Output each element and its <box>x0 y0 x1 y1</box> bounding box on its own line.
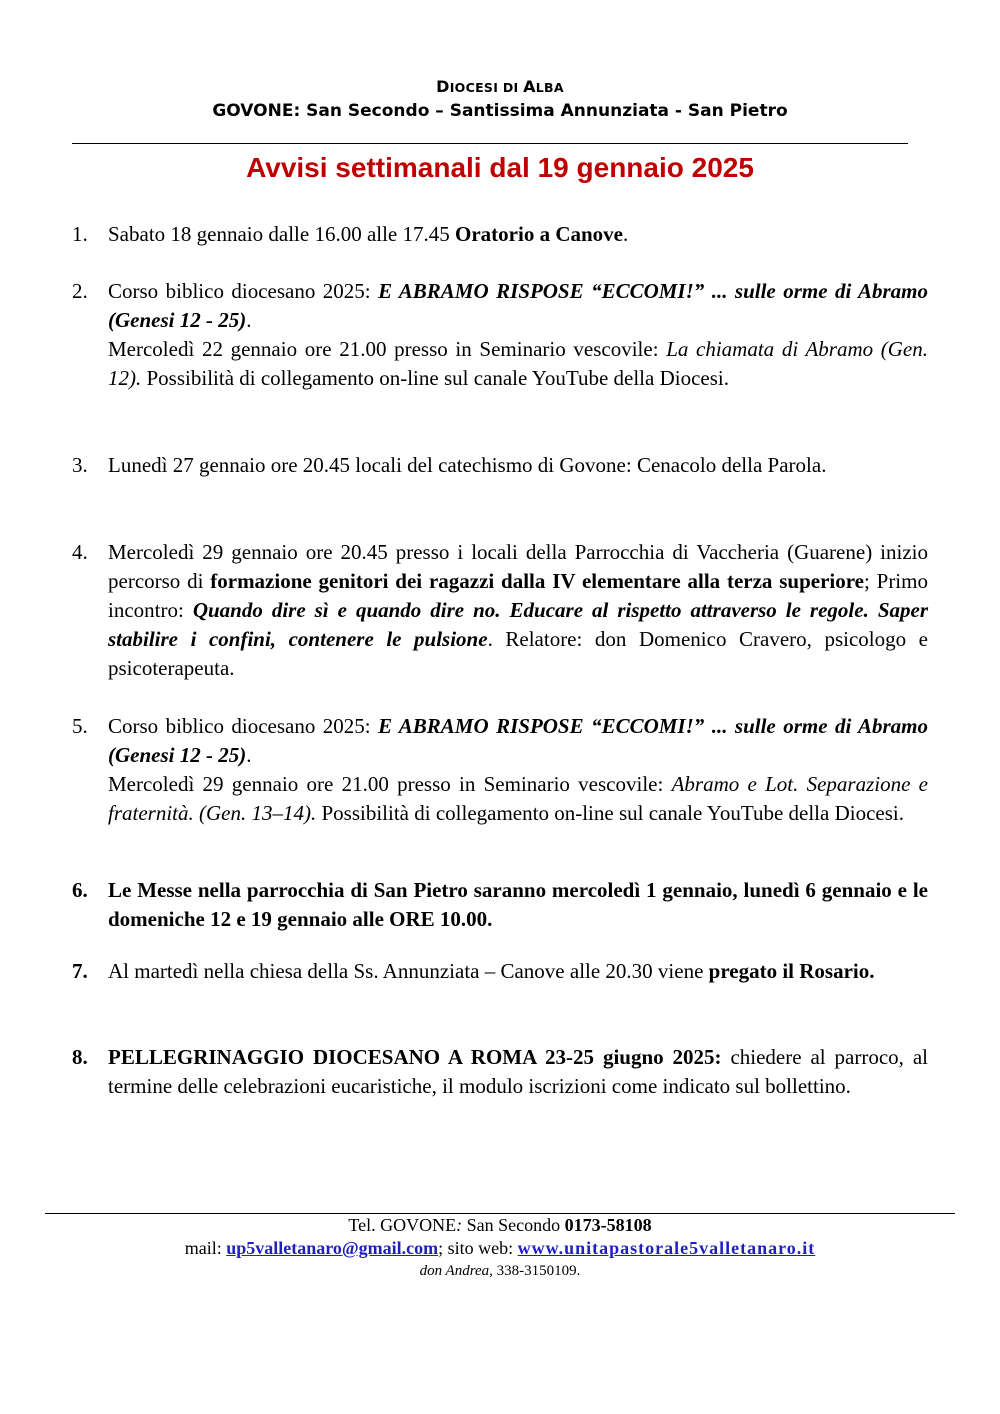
item-number: 5. <box>72 714 88 738</box>
diocese-a: A <box>523 77 536 96</box>
item-text: Corso biblico diocesano 2025: <box>108 714 379 738</box>
footer-phone-line <box>0 1215 1000 1236</box>
item-text: Mercoledì 29 gennaio ore 21.00 presso in Seminario vescovile: <box>108 772 672 796</box>
footer-divider <box>45 1213 955 1214</box>
web-label: ; sito web: <box>438 1238 518 1258</box>
item-number: 8. <box>72 1045 88 1069</box>
item-number: 7. <box>72 959 88 983</box>
diocese-d: D <box>436 77 450 96</box>
tel-number: 0173-58108 <box>564 1215 652 1235</box>
notice-item-8 <box>72 1043 928 1101</box>
item-text: Mercoledì 29 gennaio ore 20.45 presso i locali della Parrocchia di Vaccheria (Guarene) inizio percorso di <box>108 540 928 593</box>
notice-item-6 <box>72 876 928 934</box>
item-number: 1. <box>72 222 88 246</box>
item-bold-text: PELLEGRINAGGIO DIOCESANO A ROMA 23-25 giugno 2025: <box>108 1045 722 1069</box>
item-bold-text: Le Messe nella parrocchia di San Pietro saranno mercoledì 1 gennaio, lunedì 6 gennaio e le domeniche 12 e 19 gennaio alle ORE 10.00. <box>108 878 928 931</box>
item-text: chiedere al parroco, al termine delle celebrazioni eucaristiche, il modulo iscrizioni come indicato sul bollettino. <box>108 1045 928 1098</box>
item-text: . <box>246 308 252 332</box>
lesson-title: Abramo e Lot. Separazione e fraternità. (Gen. 13–14). <box>108 772 928 825</box>
website-link[interactable]: www.unitapastorale5valletanaro.it <box>517 1238 816 1258</box>
item-bold-text: Oratorio a Canove <box>455 222 623 246</box>
notice-item-5 <box>72 712 928 828</box>
notice-item-4 <box>72 538 928 683</box>
parishes-heading: GOVONE: San Secondo – Santissima Annunziata - San Pietro <box>212 101 788 121</box>
item-text: . <box>246 743 252 767</box>
lesson-title: La chiamata di Abramo (Gen. 12). <box>108 337 928 390</box>
diocese-rest2: LBA <box>535 80 564 95</box>
item-text: Sabato 18 gennaio dalle 16.00 alle 17.45 <box>108 222 456 246</box>
tel-colon: : <box>456 1215 463 1235</box>
diocese-rest1: IOCESI DI <box>449 80 524 95</box>
email-link[interactable]: up5valletanaro@gmail.com <box>226 1238 439 1258</box>
notice-item-7 <box>72 957 928 986</box>
mail-label: mail: <box>184 1238 227 1258</box>
item-number: 3. <box>72 453 88 477</box>
diocese-heading <box>0 77 1000 96</box>
tel-place: San Secondo <box>462 1215 565 1235</box>
item-text: Al martedì nella chiesa della Ss. Annunziata – Canove alle 20.30 viene <box>108 959 709 983</box>
meeting-title: Quando dire sì e quando dire no. Educare al rispetto attraverso le regole. Saper stabilire i confini, contenere le pulsione <box>108 598 928 651</box>
item-text: ; Primo incontro: <box>108 569 928 622</box>
item-number: 2. <box>72 279 88 303</box>
priest-name: don Andrea, <box>419 1263 493 1279</box>
notice-item-3 <box>72 451 928 480</box>
notice-item-2 <box>72 277 928 393</box>
priest-phone: 338-3150109. <box>492 1263 581 1279</box>
tel-prefix: Tel. GOVONE <box>348 1215 457 1235</box>
footer-contact-line <box>0 1238 1000 1259</box>
page-title: Avvisi settimanali dal 19 gennaio 2025 <box>246 152 754 183</box>
item-text: . <box>623 222 629 246</box>
item-text: Mercoledì 22 gennaio ore 21.00 presso in Seminario vescovile: <box>108 337 667 361</box>
notice-item-1 <box>72 220 928 249</box>
item-text: Possibilità di collegamento on-line sul canale YouTube della Diocesi. <box>316 801 904 825</box>
header-divider <box>72 143 908 144</box>
item-text: Lunedì 27 gennaio ore 20.45 locali del catechismo di Govone: Cenacolo della Parola. <box>108 453 827 477</box>
item-bold-text: pregato il Rosario. <box>708 959 875 983</box>
item-text: . Relatore: don Domenico Cravero, psicologo e psicoterapeuta. <box>108 627 928 680</box>
item-bold-text: formazione genitori dei ragazzi dalla IV elementare alla terza superiore <box>210 569 864 593</box>
item-text: Possibilità di collegamento on-line sul canale YouTube della Diocesi. <box>141 366 729 390</box>
item-number: 6. <box>72 878 88 902</box>
course-title: E ABRAMO RISPOSE “ECCOMI!” ... sulle orme di Abramo (Genesi 12 - 25) <box>108 279 928 332</box>
item-number: 4. <box>72 540 88 564</box>
item-text: Corso biblico diocesano 2025: <box>108 279 379 303</box>
course-title: E ABRAMO RISPOSE “ECCOMI!” ... sulle orme di Abramo (Genesi 12 - 25) <box>108 714 928 767</box>
footer-priest-line <box>0 1263 1000 1280</box>
